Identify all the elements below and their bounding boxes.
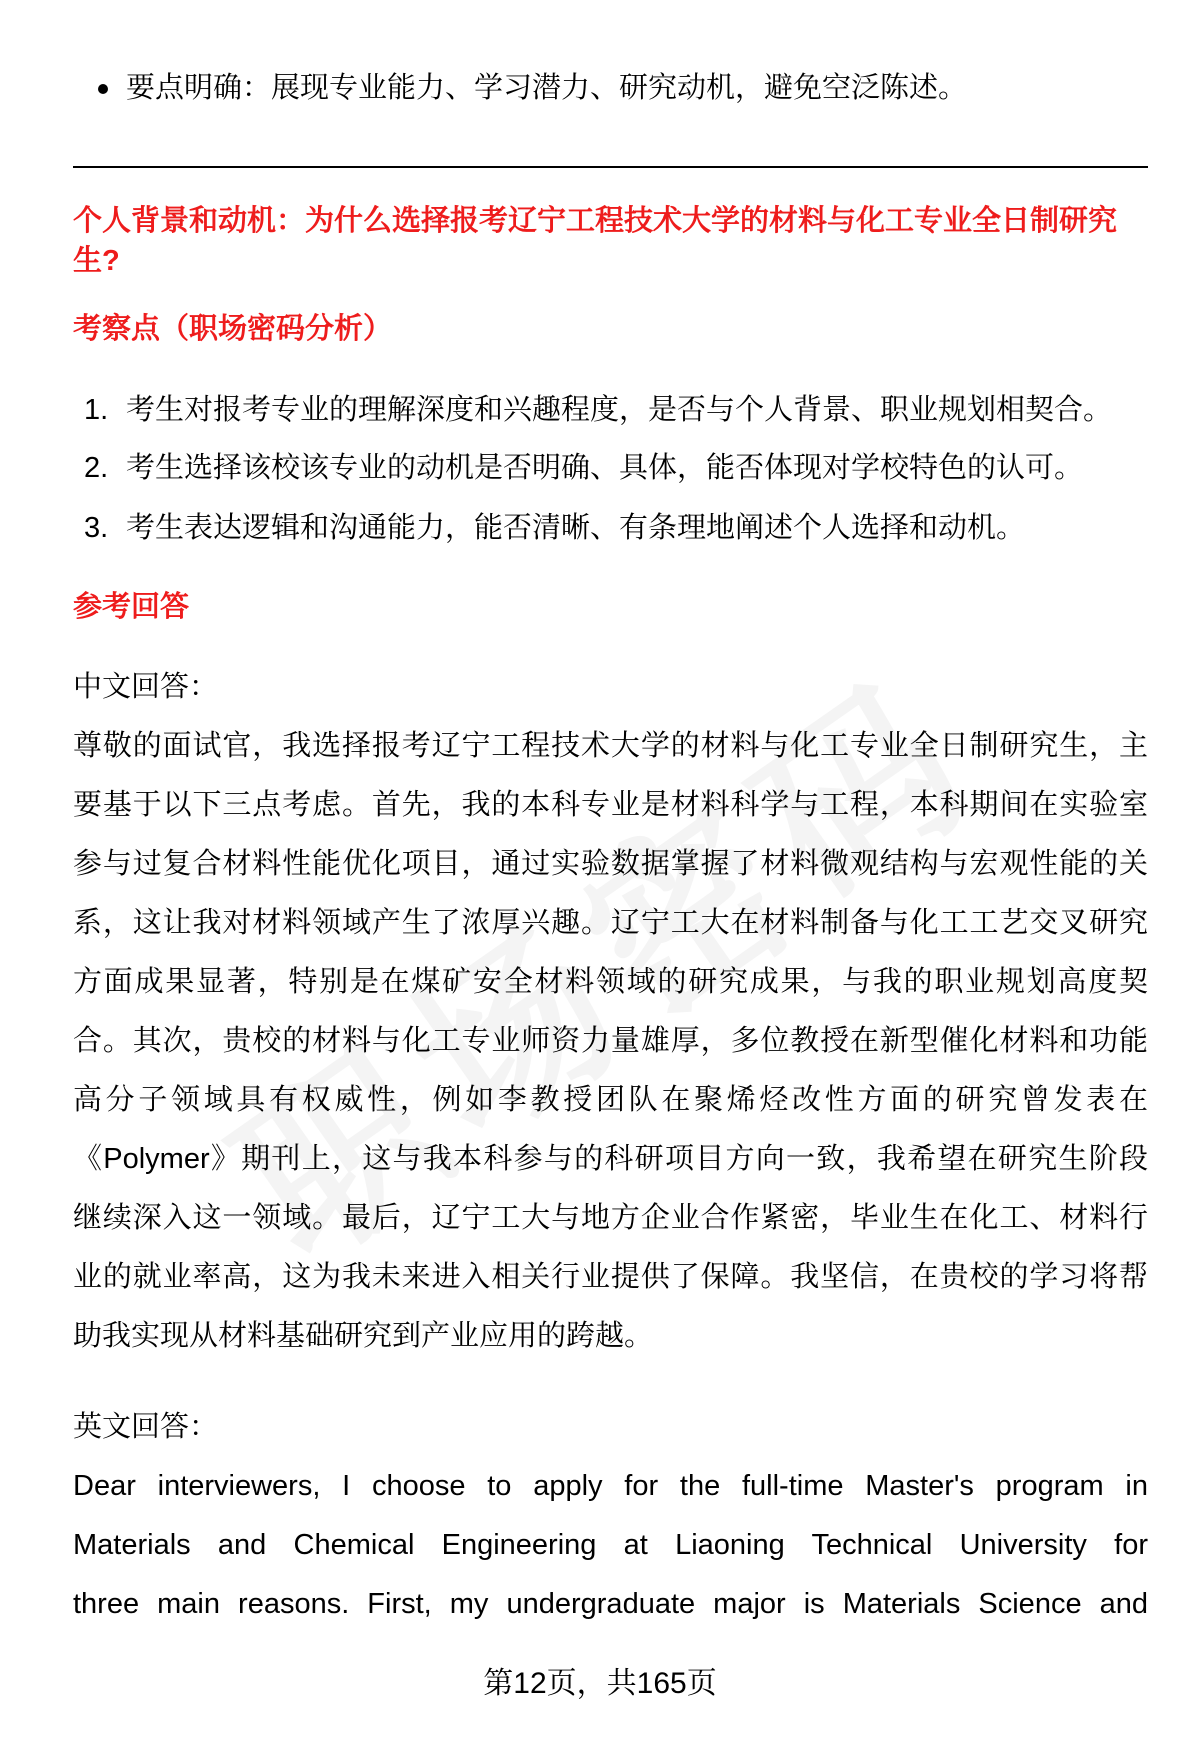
list-item: 考生选择该校该专业的动机是否明确、具体，能否体现对学校特色的认可。 [126, 452, 1084, 484]
paragraph-line: 要基于以下三点考虑。首先，我的本科专业是材料科学与工程，本科期间在实验室 [73, 789, 1148, 821]
list-number: 3. [84, 512, 109, 544]
paragraph-line: Dear interviewers, I choose to apply for the full-time Master's program in [73, 1470, 1148, 1502]
paragraph-line: 继续深入这一领域。最后，辽宁工大与地方企业合作紧密，毕业生在化工、材料行 [73, 1202, 1148, 1234]
bullet-icon [98, 84, 108, 94]
list-number: 1. [84, 394, 109, 426]
paragraph-line: 合。其次，贵校的材料与化工专业师资力量雄厚，多位教授在新型催化材料和功能 [73, 1025, 1148, 1057]
bullet-item: 要点明确：展现专业能力、学习潜力、研究动机，避免空泛陈述。 [126, 72, 968, 104]
paragraph-line: 高分子领域具有权威性，例如李教授团队在聚烯烃改性方面的研究曾发表在 [73, 1084, 1148, 1116]
page-number: 第12页，共165页 [483, 1667, 717, 1700]
paragraph-line: 参与过复合材料性能优化项目，通过实验数据掌握了材料微观结构与宏观性能的关 [73, 848, 1148, 880]
paragraph-line: 《Polymer》期刊上，这与我本科参与的科研项目方向一致，我希望在研究生阶段 [73, 1143, 1148, 1175]
list-item: 考生对报考专业的理解深度和兴趣程度，是否与个人背景、职业规划相契合。 [126, 394, 1113, 426]
paragraph-line: 助我实现从材料基础研究到产业应用的跨越。 [73, 1320, 654, 1352]
question-heading-line-1: 个人背景和动机：为什么选择报考辽宁工程技术大学的材料与化工专业全日制研究 [73, 205, 1118, 237]
divider [73, 166, 1148, 168]
list-number: 2. [84, 452, 109, 484]
answer-heading: 参考回答 [73, 591, 190, 623]
paragraph-line: three main reasons. First, my undergraduate major is Materials Science and [73, 1588, 1148, 1620]
list-item: 考生表达逻辑和沟通能力，能否清晰、有条理地阐述个人选择和动机。 [126, 512, 1026, 544]
english-answer-label: 英文回答： [73, 1411, 219, 1443]
question-heading-line-2: 生? [73, 245, 120, 277]
paragraph-line: Materials and Chemical Engineering at Liaoning Technical University for [73, 1529, 1148, 1561]
paragraph-line: 业的就业率高，这为我未来进入相关行业提供了保障。我坚信，在贵校的学习将帮 [73, 1261, 1148, 1293]
paragraph-line: 方面成果显著，特别是在煤矿安全材料领域的研究成果，与我的职业规划高度契 [73, 966, 1148, 998]
chinese-answer-label: 中文回答： [73, 671, 219, 703]
paragraph-line: 尊敬的面试官，我选择报考辽宁工程技术大学的材料与化工专业全日制研究生，主 [73, 730, 1148, 762]
focus-heading: 考察点（职场密码分析） [73, 313, 393, 345]
paragraph-line: 系，这让我对材料领域产生了浓厚兴趣。辽宁工大在材料制备与化工工艺交叉研究 [73, 907, 1148, 939]
